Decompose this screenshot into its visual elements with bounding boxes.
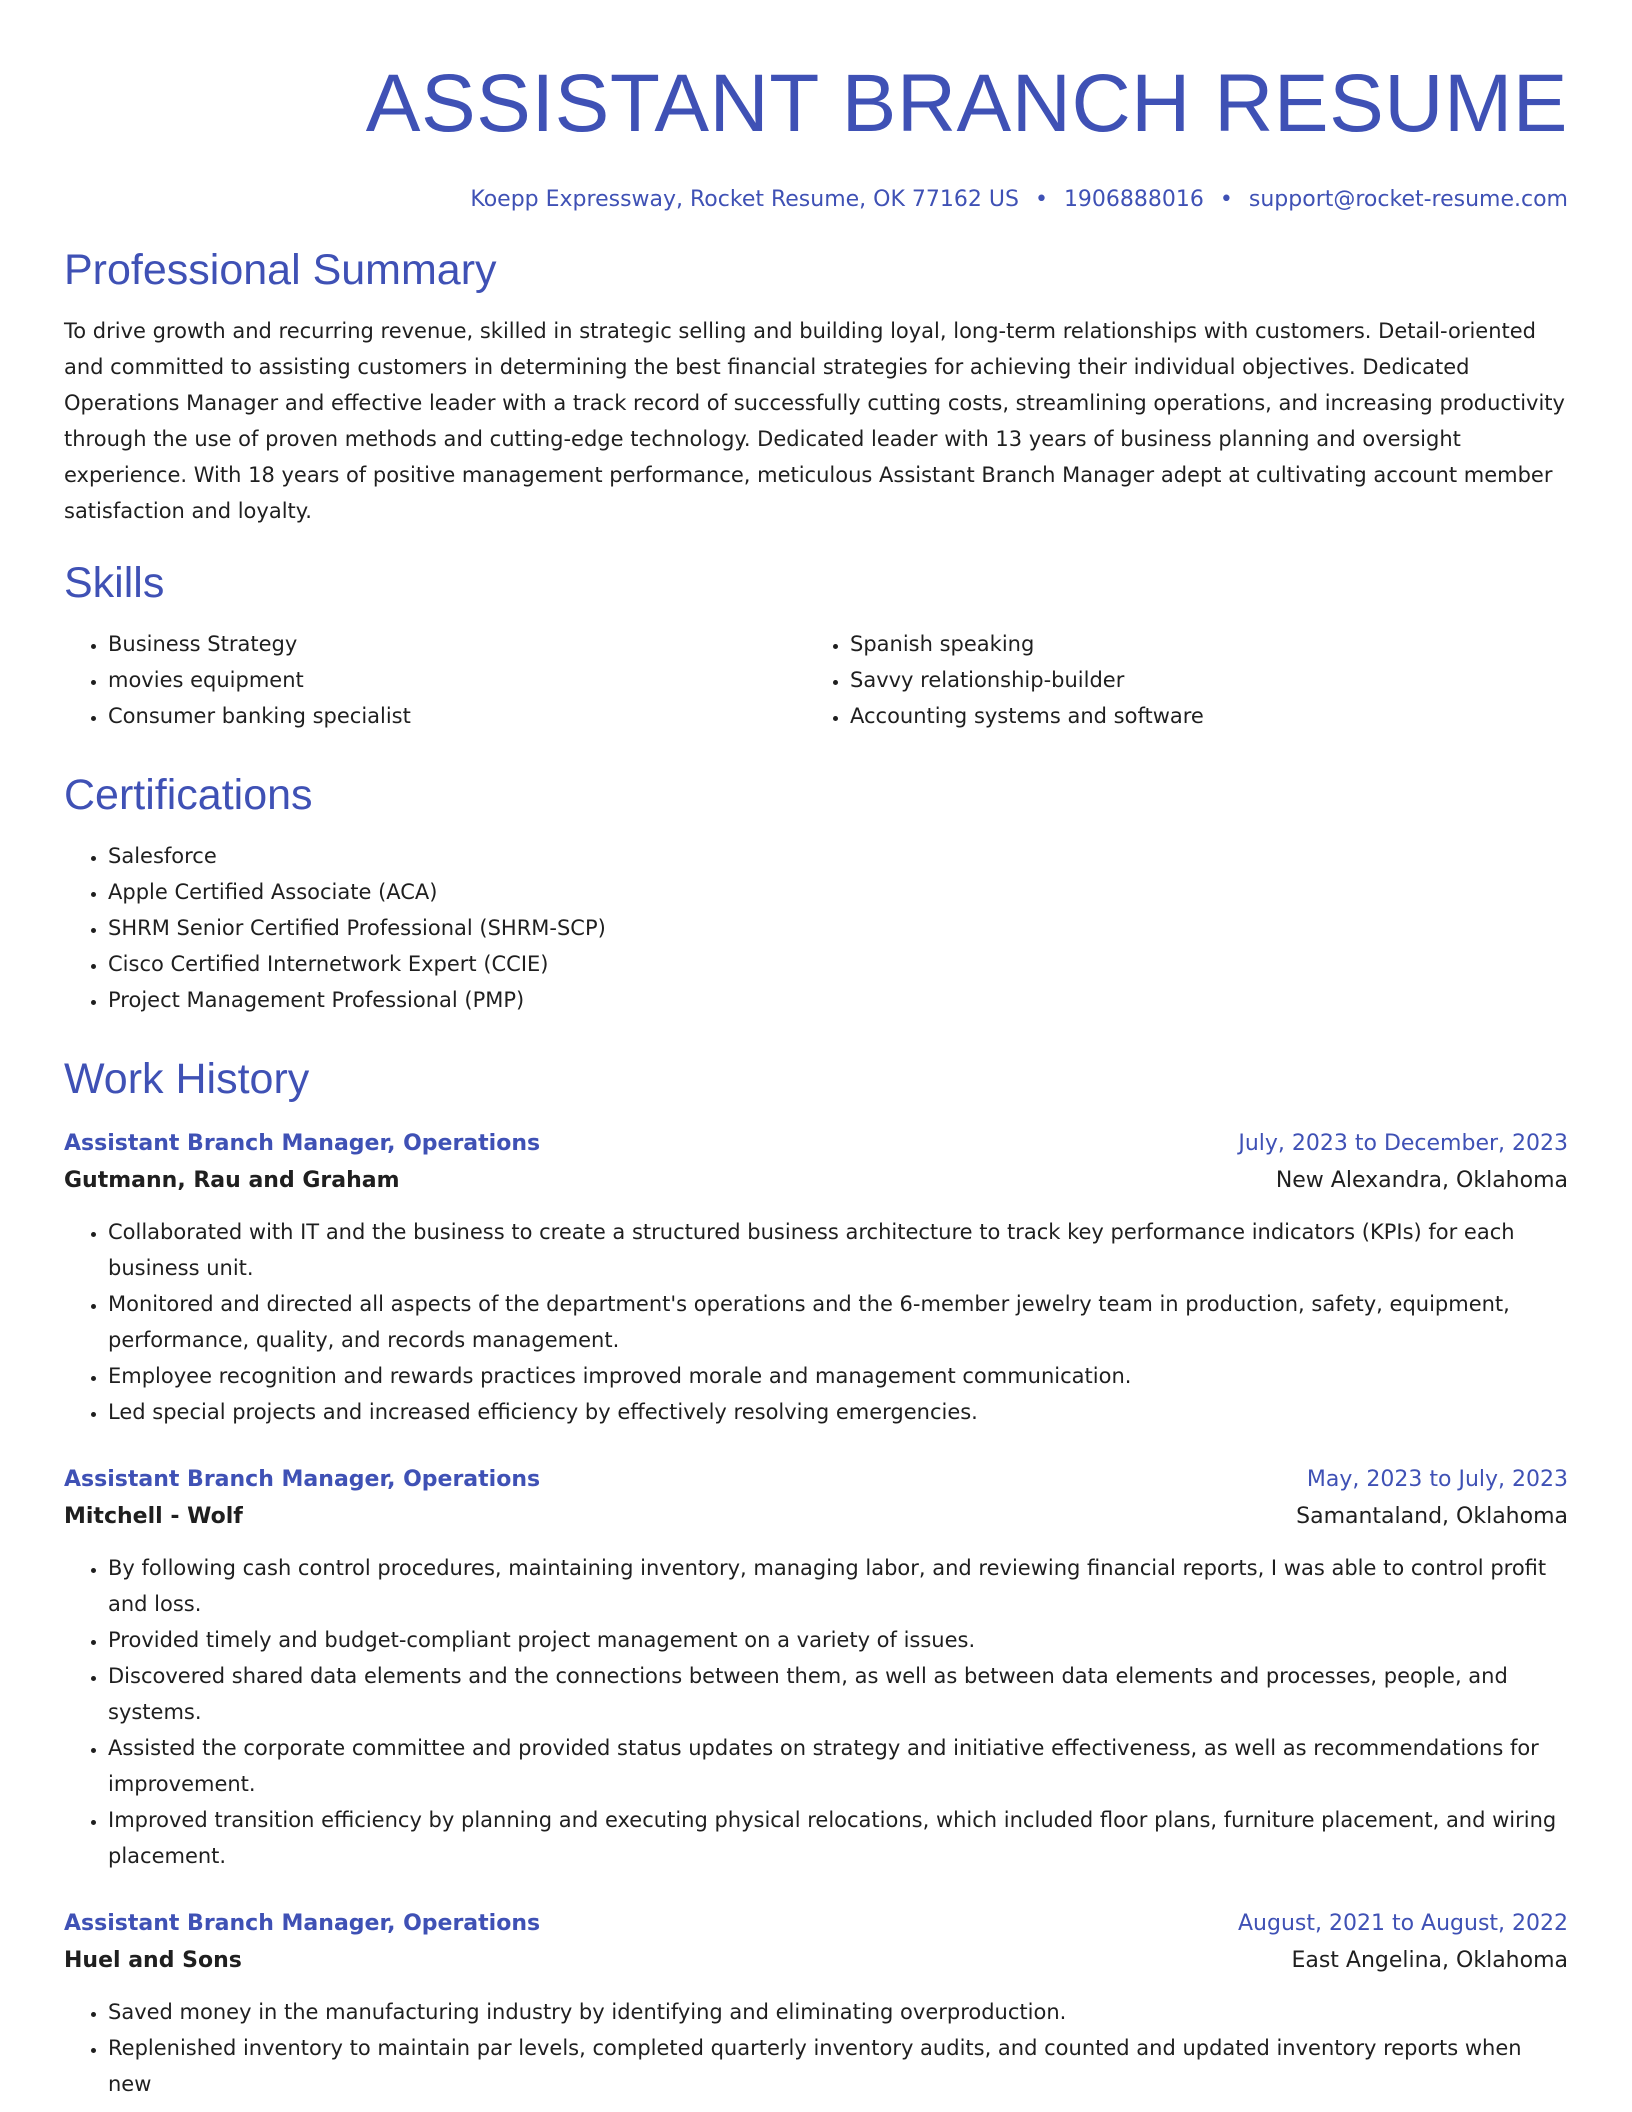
job-dates: July, 2023 to December, 2023 bbox=[1238, 1131, 1568, 1156]
job-title: Assistant Branch Manager, Operations bbox=[64, 1911, 541, 1936]
contact-line bbox=[64, 186, 1568, 214]
job-bullet: • Replenished inventory to maintain par levels, completed quarterly inventory audits, and counted and updated inventory reports when new bbox=[108, 2030, 1568, 2102]
section-title-work-history: Work History bbox=[64, 1055, 310, 1103]
job-header-row bbox=[64, 1462, 1568, 1498]
job-title: Assistant Branch Manager, Operations bbox=[64, 1467, 541, 1492]
skills-list-right bbox=[806, 626, 1548, 734]
section-title-summary: Professional Summary bbox=[64, 246, 497, 294]
skill-item: • movies equipment bbox=[108, 662, 806, 698]
section-title-skills: Skills bbox=[64, 559, 165, 607]
job-bullet: • Provided timely and budget-compliant project management on a variety of issues. bbox=[108, 1622, 1568, 1658]
job-dates: May, 2023 to July, 2023 bbox=[1306, 1467, 1568, 1492]
job-bullets bbox=[64, 1214, 1568, 1430]
job-company: Mitchell - Wolf bbox=[64, 1504, 243, 1529]
job-header-row bbox=[64, 1126, 1568, 1162]
skill-item: • Business Strategy bbox=[108, 626, 806, 662]
job-header-row bbox=[64, 1906, 1568, 1942]
skill-item: • Spanish speaking bbox=[850, 626, 1548, 662]
skill-item: • Accounting systems and software bbox=[850, 698, 1548, 734]
job-location: Samantaland, Oklahoma bbox=[1296, 1504, 1568, 1529]
job-entry bbox=[64, 1126, 1568, 1430]
job-bullet: • By following cash control procedures, maintaining inventory, managing labor, and reviewing financial reports, I was able to control profit and loss. bbox=[108, 1550, 1568, 1622]
job-bullet: • Monitored and directed all aspects of the department's operations and the 6-member jewelry team in production, safety, equipment, performance, quality, and records management. bbox=[108, 1286, 1568, 1358]
resume-page bbox=[64, 0, 1568, 2102]
contact-address: Koepp Expressway, Rocket Resume, OK 77162 US bbox=[470, 187, 1019, 212]
skills-column-right bbox=[806, 626, 1548, 734]
job-bullets bbox=[64, 1994, 1568, 2102]
certification-item: • SHRM Senior Certified Professional (SHRM-SCP) bbox=[108, 910, 1568, 946]
contact-phone: 1906888016 bbox=[1063, 187, 1204, 212]
job-bullet: • Collaborated with IT and the business to create a structured business architecture to track key performance indicators (KPIs) for each business unit. bbox=[108, 1214, 1568, 1286]
job-company-row bbox=[64, 1498, 1568, 1536]
job-title: Assistant Branch Manager, Operations bbox=[64, 1131, 541, 1156]
section-title-certifications: Certifications bbox=[64, 771, 313, 819]
certifications-list bbox=[64, 838, 1568, 1018]
job-entry bbox=[64, 1906, 1568, 2102]
job-company: Huel and Sons bbox=[64, 1948, 242, 1973]
certification-item: • Project Management Professional (PMP) bbox=[108, 982, 1568, 1018]
contact-separator: • bbox=[1219, 187, 1233, 212]
skills-column-left bbox=[64, 626, 806, 734]
certification-item: • Apple Certified Associate (ACA) bbox=[108, 874, 1568, 910]
job-company-row bbox=[64, 1162, 1568, 1200]
job-dates: August, 2021 to August, 2022 bbox=[1238, 1911, 1568, 1936]
job-company-row bbox=[64, 1942, 1568, 1980]
job-entry bbox=[64, 1462, 1568, 1874]
certification-item: • Cisco Certified Internetwork Expert (CCIE) bbox=[108, 946, 1568, 982]
job-bullet: • Assisted the corporate committee and provided status updates on strategy and initiative effectiveness, as well as recommendations for improvement. bbox=[108, 1730, 1568, 1802]
resume-header bbox=[64, 0, 1568, 214]
resume-name: ASSISTANT BRANCH RESUME bbox=[365, 58, 1568, 149]
skills-grid bbox=[64, 626, 1568, 734]
summary-text: To drive growth and recurring revenue, skilled in strategic selling and building loyal, long-term relationships with customers. Detail-oriented and committed to assisting customers in determining the best financial strategies for achieving their individual objectives. Dedicated Operations Manager and effective leader with a track record of successfully cutting costs, streamlining operations, and increasing productivity through the use of proven methods and cutting-edge technology. Dedicated leader with 13 years of business planning and oversight experience. With 18 years of positive management performance, meticulous Assistant Branch Manager adept at cultivating account member satisfaction and loyalty. bbox=[64, 319, 1565, 523]
job-bullet: • Improved transition efficiency by planning and executing physical relocations, which included floor plans, furniture placement, and wiring placement. bbox=[108, 1802, 1568, 1874]
skills-list-left bbox=[64, 626, 806, 734]
certification-item: • Salesforce bbox=[108, 838, 1568, 874]
job-location: East Angelina, Oklahoma bbox=[1291, 1948, 1568, 1973]
job-bullet: • Discovered shared data elements and the connections between them, as well as between data elements and processes, people, and systems. bbox=[108, 1658, 1568, 1730]
skill-item: • Savvy relationship-builder bbox=[850, 662, 1548, 698]
contact-separator: • bbox=[1034, 187, 1048, 212]
job-bullet: • Saved money in the manufacturing industry by identifying and eliminating overproduction. bbox=[108, 1994, 1568, 2030]
job-bullets bbox=[64, 1550, 1568, 1874]
contact-email[interactable]: support@rocket-resume.com bbox=[1248, 187, 1568, 212]
job-bullet: • Led special projects and increased efficiency by effectively resolving emergencies. bbox=[108, 1394, 1568, 1430]
job-location: New Alexandra, Oklahoma bbox=[1275, 1168, 1568, 1193]
job-bullet: • Employee recognition and rewards practices improved morale and management communication. bbox=[108, 1358, 1568, 1394]
skill-item: • Consumer banking specialist bbox=[108, 698, 806, 734]
job-company: Gutmann, Rau and Graham bbox=[64, 1168, 400, 1193]
